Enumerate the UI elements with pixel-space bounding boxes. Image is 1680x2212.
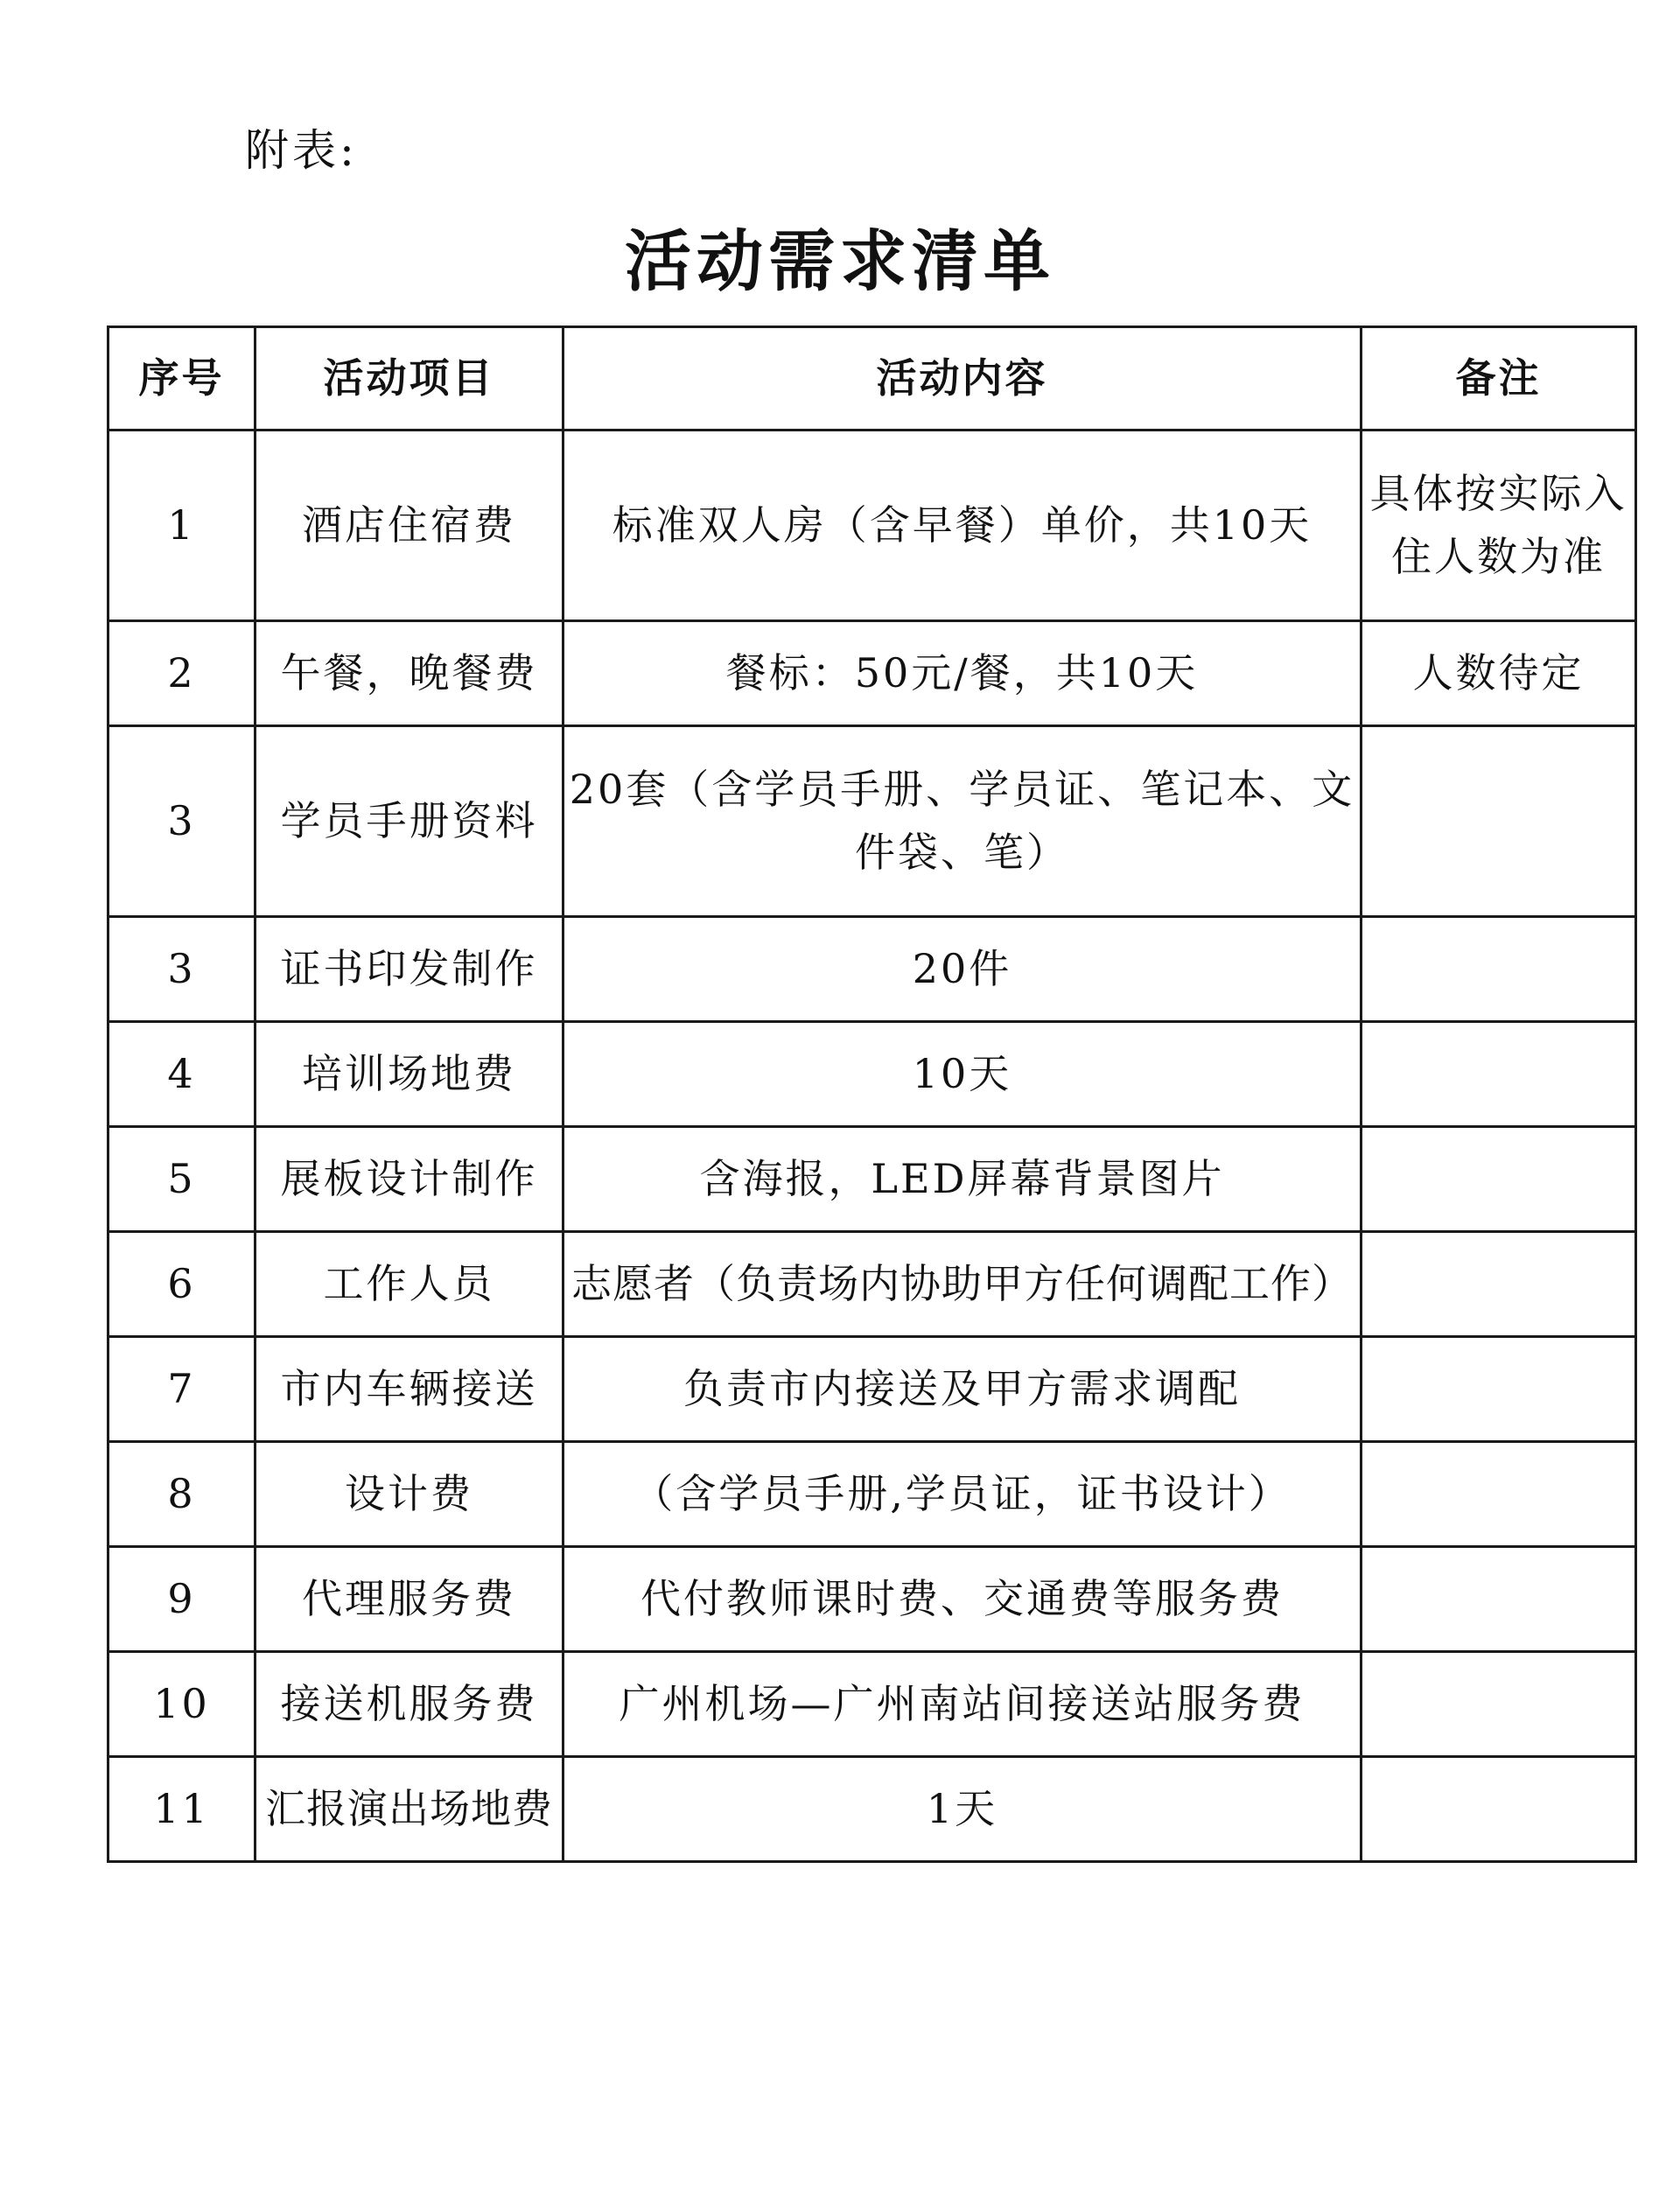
cell-content: 20件 — [564, 917, 1362, 1022]
table-row — [108, 917, 1636, 1022]
annex-label: 附表: — [245, 125, 358, 176]
cell-no: 2 — [108, 621, 256, 726]
cell-content: 志愿者（负责场内协助甲方任何调配工作） — [564, 1232, 1362, 1337]
table-row — [108, 1022, 1636, 1127]
cell-content: 20套（含学员手册、学员证、笔记本、文件袋、笔） — [564, 726, 1362, 917]
cell-note — [1362, 1127, 1636, 1232]
cell-no: 8 — [108, 1442, 256, 1547]
cell-note — [1362, 1022, 1636, 1127]
cell-no: 4 — [108, 1022, 256, 1127]
table-row — [108, 1547, 1636, 1652]
table-row — [108, 1757, 1636, 1862]
cell-item: 市内车辆接送 — [256, 1337, 564, 1442]
cell-no: 1 — [108, 430, 256, 621]
cell-no: 9 — [108, 1547, 256, 1652]
table-row — [108, 726, 1636, 917]
table-row — [108, 1652, 1636, 1757]
cell-item: 酒店住宿费 — [256, 430, 564, 621]
cell-content: 负责市内接送及甲方需求调配 — [564, 1337, 1362, 1442]
header-activity-item: 活动项目 — [256, 327, 564, 430]
cell-no: 6 — [108, 1232, 256, 1337]
table-row — [108, 1127, 1636, 1232]
cell-content: 10天 — [564, 1022, 1362, 1127]
table-row — [108, 621, 1636, 726]
cell-note — [1362, 726, 1636, 917]
cell-note — [1362, 1652, 1636, 1757]
cell-content: 1天 — [564, 1757, 1362, 1862]
header-remarks: 备注 — [1362, 327, 1636, 430]
cell-no: 3 — [108, 726, 256, 917]
table-row — [108, 430, 1636, 621]
cell-no: 7 — [108, 1337, 256, 1442]
cell-no: 10 — [108, 1652, 256, 1757]
cell-note — [1362, 1232, 1636, 1337]
cell-note — [1362, 1547, 1636, 1652]
cell-content: 餐标：50元/餐，共10天 — [564, 621, 1362, 726]
cell-item: 学员手册资料 — [256, 726, 564, 917]
cell-note — [1362, 1757, 1636, 1862]
document-title: 活动需求清单 — [625, 222, 1055, 300]
cell-item: 证书印发制作 — [256, 917, 564, 1022]
table-row — [108, 1337, 1636, 1442]
cell-item: 汇报演出场地费 — [256, 1757, 564, 1862]
cell-note — [1362, 1442, 1636, 1547]
cell-note — [1362, 1337, 1636, 1442]
cell-item: 接送机服务费 — [256, 1652, 564, 1757]
cell-item: 代理服务费 — [256, 1547, 564, 1652]
cell-item: 工作人员 — [256, 1232, 564, 1337]
cell-note — [1362, 917, 1636, 1022]
cell-no: 11 — [108, 1757, 256, 1862]
cell-no: 3 — [108, 917, 256, 1022]
cell-content: （含学员手册,学员证，证书设计） — [564, 1442, 1362, 1547]
header-activity-content: 活动内容 — [564, 327, 1362, 430]
cell-content: 广州机场—广州南站间接送站服务费 — [564, 1652, 1362, 1757]
cell-item: 培训场地费 — [256, 1022, 564, 1127]
cell-item: 展板设计制作 — [256, 1127, 564, 1232]
table-row — [108, 1232, 1636, 1337]
cell-note: 人数待定 — [1362, 621, 1636, 726]
activity-requirements-table — [107, 326, 1637, 1863]
cell-content: 代付教师课时费、交通费等服务费 — [564, 1547, 1362, 1652]
cell-note: 具体按实际入住人数为准 — [1362, 430, 1636, 621]
cell-content: 标准双人房（含早餐）单价，共10天 — [564, 430, 1362, 621]
cell-item: 设计费 — [256, 1442, 564, 1547]
cell-item: 午餐，晚餐费 — [256, 621, 564, 726]
cell-no: 5 — [108, 1127, 256, 1232]
header-serial-number: 序号 — [108, 327, 256, 430]
cell-content: 含海报，LED屏幕背景图片 — [564, 1127, 1362, 1232]
table-row — [108, 1442, 1636, 1547]
table-header-row — [108, 327, 1636, 430]
